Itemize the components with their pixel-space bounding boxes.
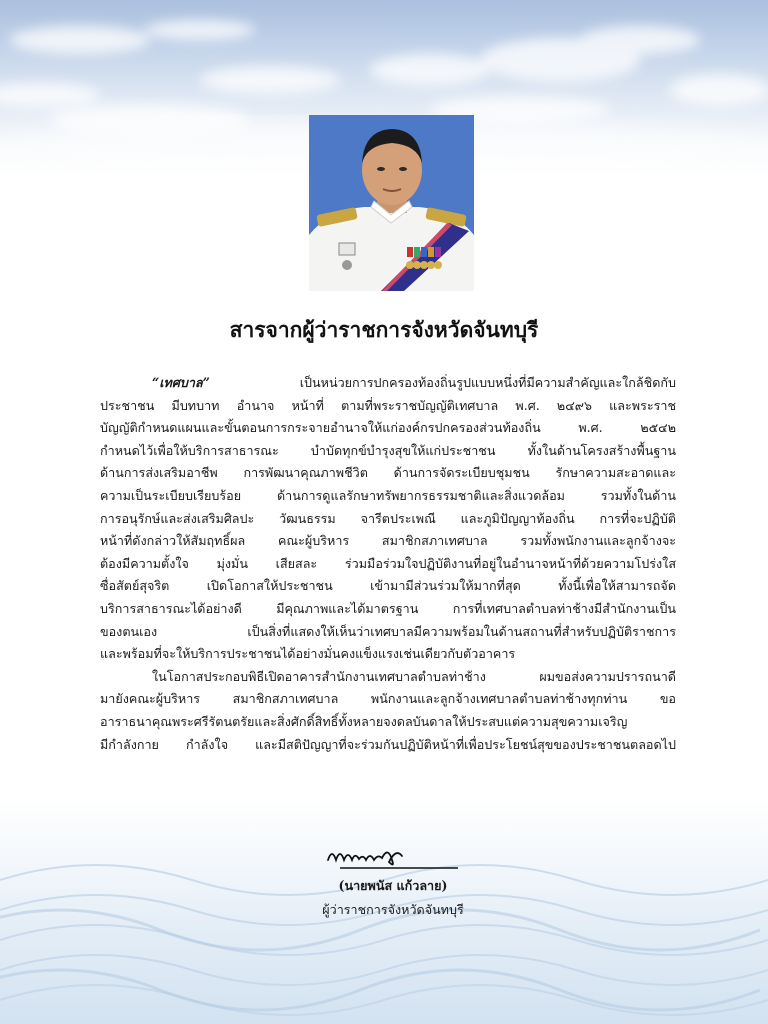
paragraph-1-line: ของตนเอง เป็นสิ่งที่แสดงให้เห็นว่าเทศบาลมีความพร้อมในด้านสถานที่สำหรับปฏิบัติราชการ bbox=[100, 623, 676, 639]
governor-portrait-photo bbox=[309, 115, 474, 291]
paragraph-1-line: “เทศบาล” เป็นหน่วยการปกครองท้องถิ่นรูปแบบหนึ่งที่มีความสำคัญและใกล้ชิดกับ bbox=[152, 375, 676, 390]
message-body bbox=[100, 372, 676, 756]
paragraph-1-line: การอนุรักษ์และส่งเสริมศิลปะ วัฒนธรรม จารีตประเพณี และภูมิปัญญาท้องถิ่น การที่จะปฏิบัติ bbox=[100, 510, 676, 526]
document-title: สารจากผู้ว่าราชการจังหวัดจันทบุรี bbox=[229, 317, 539, 342]
signatory-position: ผู้ว่าราชการจังหวัดจันทบุรี bbox=[322, 902, 464, 917]
paragraph-1-line: ประชาชน มีบทบาท อำนาจ หน้าที่ ตามที่พระราชบัญญัติเทศบาล พ.ศ. ๒๔๙๖ และพระราช bbox=[100, 397, 676, 413]
paragraph-1-line: บริการสาธารณะได้อย่างดี มีคุณภาพและได้มาตรฐาน การที่เทศบาลตำบลท่าช้างมีสำนักงานเป็น bbox=[100, 600, 676, 616]
paragraph-1-line: ด้านการส่งเสริมอาชีพ การพัฒนาคุณภาพชีวิต ด้านการจัดระเบียบชุมชน รักษาความสะอาดและ bbox=[100, 465, 676, 481]
handwritten-signature bbox=[322, 838, 462, 878]
signatory-name: (นายพนัส แก้วลาย) bbox=[338, 878, 448, 893]
paragraph-1-line: ต้องมีความตั้งใจ มุ่งมั่น เสียสละ ร่วมมือร่วมใจปฏิบัติงานที่อยู่ในอำนาจหน้าที่ด้วยความโปร่งใส bbox=[100, 555, 676, 571]
portrait-illustration bbox=[309, 115, 474, 291]
lead-term: “เทศบาล” bbox=[152, 375, 210, 390]
paragraph-2-line: อาราธนาคุณพระศรีรัตนตรัยและสิ่งศักดิ์สิทธิ์ทั้งหลายจงดลบันดาลให้ประสบแต่ความสุขความเจริญ bbox=[100, 713, 628, 729]
paragraph-2-line: มีกำลังกาย กำลังใจ และมีสติปัญญาที่จะร่วมกันปฏิบัติหน้าที่เพื่อประโยชน์สุขของประชาชนตลอดไป bbox=[100, 736, 676, 752]
paragraph-2-line: มายังคณะผู้บริหาร สมาชิกสภาเทศบาล พนักงานและลูกจ้างเทศบาลตำบลท่าช้างทุกท่าน ขอ bbox=[100, 691, 676, 707]
paragraph-1-line: และพร้อมที่จะให้บริการประชาชนได้อย่างมั่นคงแข็งแรงเช่นเดียวกับตัวอาคาร bbox=[100, 646, 516, 662]
paragraph-1-line: บัญญัติกำหนดแผนและขั้นตอนการกระจายอำนาจให้แก่องค์กรปกครองส่วนท้องถิ่น พ.ศ. ๒๕๔๒ bbox=[100, 420, 676, 436]
paragraph-1-line: ซื่อสัตย์สุจริต เปิดโอกาสให้ประชาชน เข้ามามีส่วนร่วมให้มากที่สุด ทั้งนี้เพื่อให้สามารถจัด bbox=[100, 578, 676, 594]
paragraph-1-line: หน้าที่ดังกล่าวให้สัมฤทธิ์ผล คณะผู้บริหาร สมาชิกสภาเทศบาล รวมทั้งพนักงานและลูกจ้างจะ bbox=[100, 533, 676, 549]
paragraph-1-line: ความเป็นระเบียบเรียบร้อย ด้านการดูแลรักษาทรัพยากรธรรมชาติและสิ่งแวดล้อม รวมทั้งในด้าน bbox=[100, 487, 676, 503]
paragraph-1-line: กำหนดไว้เพื่อให้บริการสาธารณะ บำบัดทุกข์บำรุงสุขให้แก่ประชาชน ทั้งในด้านโครงสร้างพื้นฐาน bbox=[100, 442, 676, 458]
paragraph-2-line: ในโอกาสประกอบพิธีเปิดอาคารสำนักงานเทศบาลตำบลท่าช้าง ผมขอส่งความปรารถนาดี bbox=[152, 668, 676, 684]
